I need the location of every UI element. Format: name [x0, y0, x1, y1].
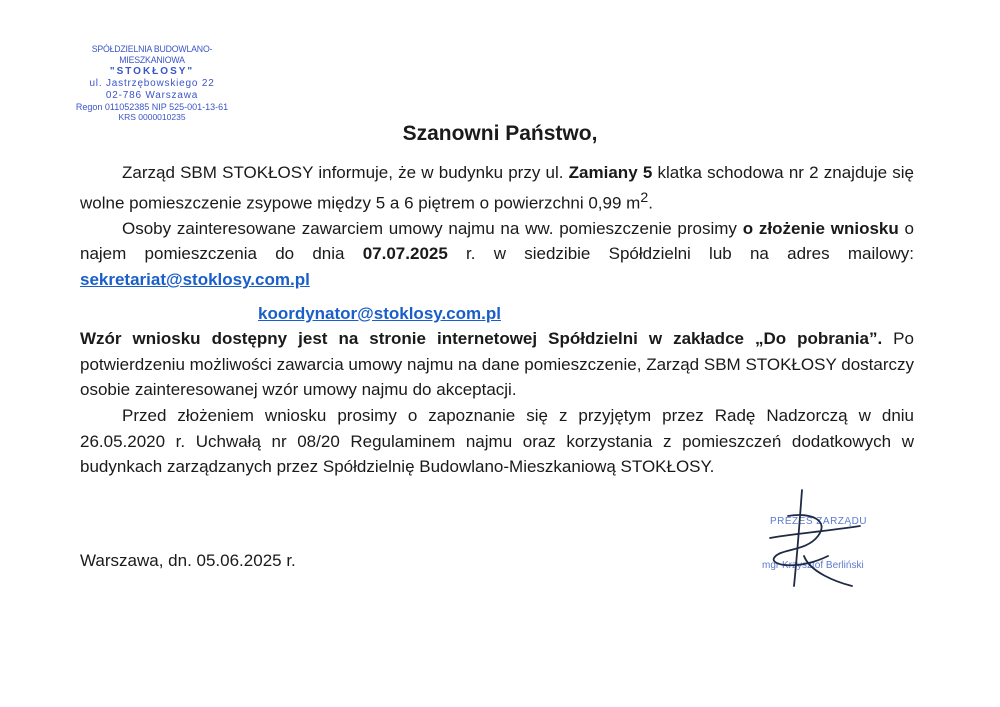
paragraph-application [80, 216, 914, 326]
email-link-koordynator[interactable]: koordynator@stoklosy.com.pl [258, 303, 501, 323]
letter-date: Warszawa, dn. 05.06.2025 r. [80, 551, 296, 570]
application-highlight: o złożenie wniosku [742, 218, 899, 238]
stamp-line-name: SPÓŁDZIELNIA BUDOWLANO-MIESZKANIOWA [91, 44, 213, 67]
paragraph-form [80, 326, 914, 403]
stamp-line-city: 02-786 Warszawa [105, 90, 199, 101]
text-span: r. w siedzibie Spółdzielni lub na adres mailowy: [447, 244, 914, 264]
stamp-line-street: ul. Jastrzębowskiego 22 [89, 78, 215, 90]
text-span: Zarząd SBM STOKŁOSY informuje, że w budynku przy ul. [122, 163, 569, 182]
text-span: o najem pomieszczenia do dnia [80, 218, 914, 264]
stamp-line-regon: Regon 011052385 NIP 525-001-13-61 [75, 101, 229, 112]
text-span: Osoby zainteresowane zawarciem umowy najmu na ww. pomieszczenie prosimy [122, 218, 743, 238]
cooperative-stamp [52, 44, 252, 120]
area-unit-superscript: 2 [640, 189, 649, 206]
signature-title: PREZES ZARZĄDU [770, 516, 868, 527]
stamp-line-krs: KRS 0000010235 [118, 112, 186, 121]
text-span: . [648, 193, 653, 213]
text-span: Po potwierdzeniu możliwości zawarcia umowy najmu na dane pomieszczenie, Zarząd SBM STOKŁOSY dostarczy osobie zainteresowanej wzór umowy najmu do akceptacji. [80, 329, 914, 400]
deadline-date: 07.07.2025 [362, 244, 448, 264]
form-availability-note: Wzór wniosku dostępny jest na stronie internetowej Spółdzielni w zakładce „Do pobrania”. [80, 329, 883, 349]
signature-name: mgr Krzysztof Berliński [762, 560, 864, 571]
address-highlight: Zamiany 5 [568, 163, 653, 182]
paragraph-regulations: Przed złożeniem wniosku prosimy o zapoznanie się z przyjętym przez Radę Nadzorczą w dniu 26.05.2020 r. Uchwałą nr 08/20 Regulaminem najmu oraz korzystania z pomieszczeń dodatkowych w budynkach zarządzanych przez Spółdzielnię Budowlano-Mieszkaniową STOKŁOSY. [80, 406, 914, 477]
letter-body [80, 160, 914, 480]
greeting-heading: Szanowni Państwo, [402, 122, 598, 145]
paragraph-announcement [80, 160, 914, 216]
text-span: klatka schodowa nr 2 znajduje się wolne pomieszczenie zsypowe między 5 a 6 piętrem o powierzchni 0,99 m [80, 163, 915, 213]
signature-stamp [740, 486, 910, 606]
stamp-line-brand: "STOKŁOSY" [109, 66, 195, 78]
handwritten-signature-icon [740, 486, 910, 606]
email-link-sekretariat[interactable]: sekretariat@stoklosy.com.pl [80, 270, 310, 290]
